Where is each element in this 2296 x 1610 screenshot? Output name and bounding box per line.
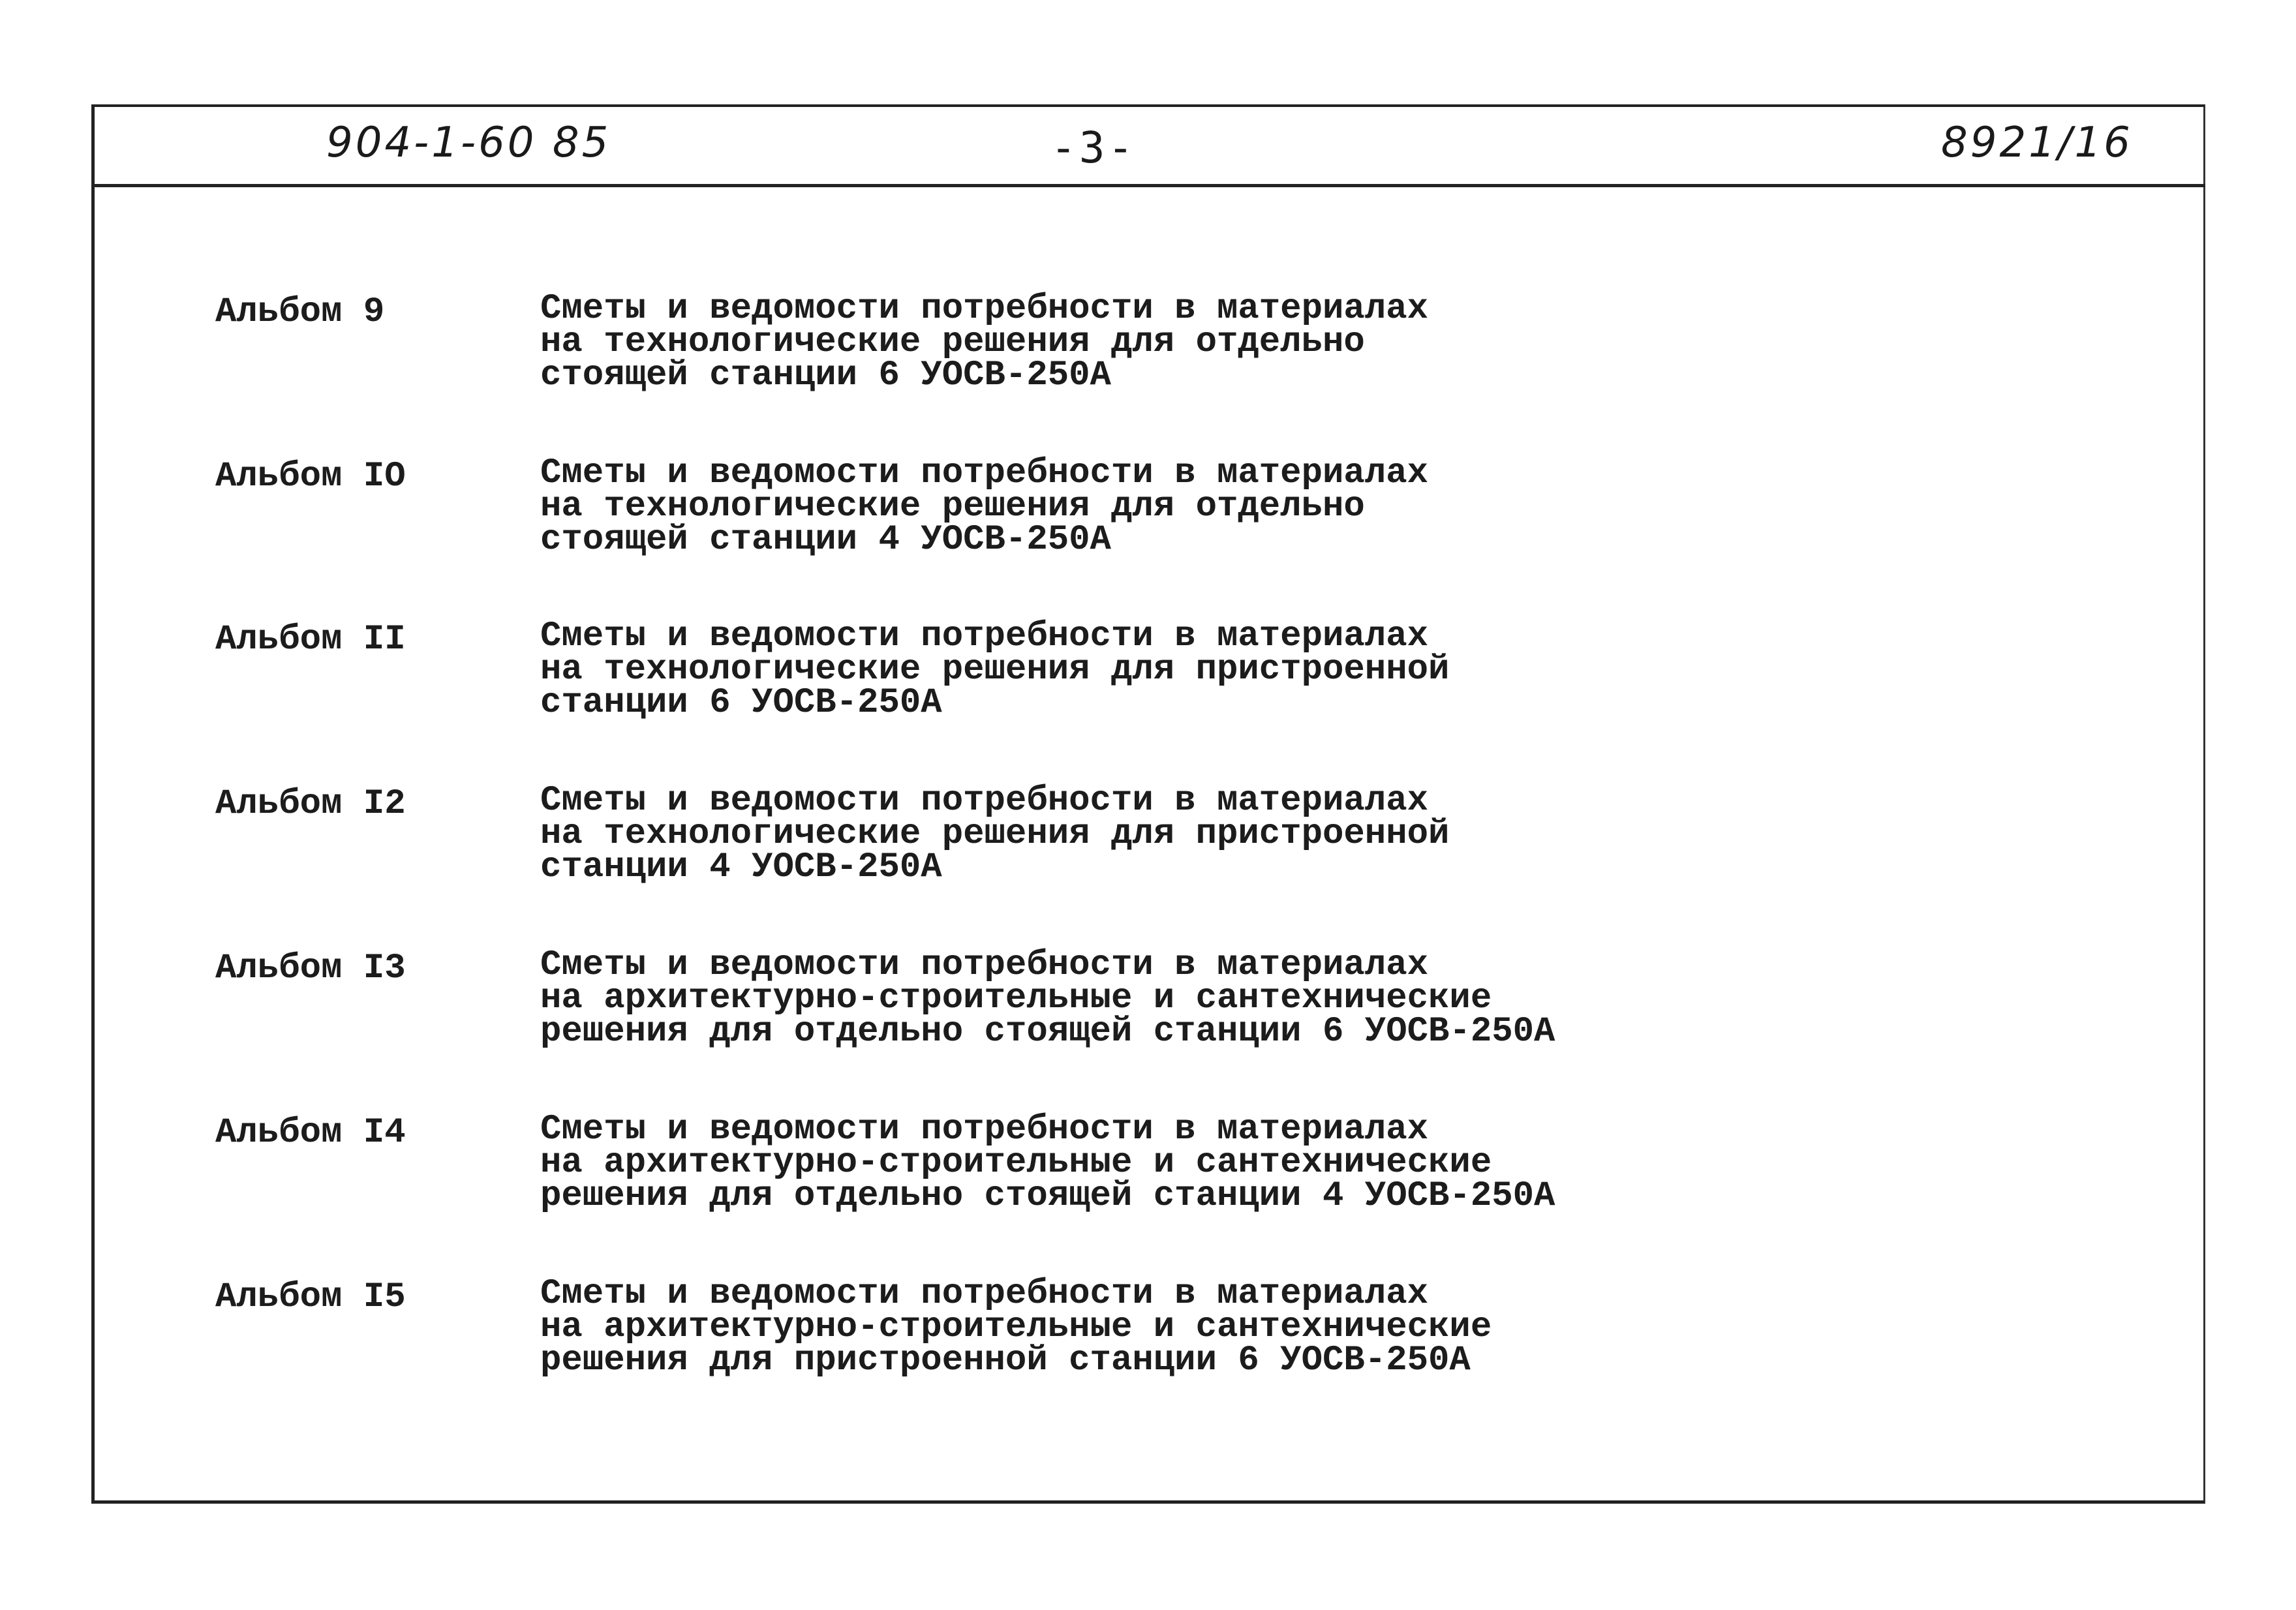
album-description-line: на архитектурно-строительные и сантехнические [540,1307,1492,1347]
album-description-line: Сметы и ведомости потребности в материалах [540,453,1429,493]
album-description-line: решения для отдельно стоящей станции 4 УОСВ-250А [540,1176,1555,1216]
album-description [540,781,1450,887]
document-code: 904-1-60 85 [326,119,611,167]
album-description-line: на технологические решения для отдельно [540,487,1365,526]
album-description-line: стоящей станции 4 УОСВ-250А [540,520,1111,560]
album-description-line: Сметы и ведомости потребности в материалах [540,289,1429,329]
album-description-line: Сметы и ведомости потребности в материалах [540,616,1429,656]
album-description-line: станции 4 УОСВ-250А [540,847,942,887]
page-number: -3- [1050,123,1137,173]
album-description-line: на архитектурно-строительные и сантехнические [540,979,1492,1018]
album-description [540,289,1429,395]
album-description-line: Сметы и ведомости потребности в материалах [540,1274,1429,1314]
album-description-line: на технологические решения для отдельно [540,322,1365,362]
album-label: Альбом I3 [215,949,406,988]
album-label: Альбом I4 [215,1113,406,1153]
album-description-line: решения для отдельно стоящей станции 6 УОСВ-250А [540,1012,1555,1052]
album-description [540,453,1429,560]
album-description-line: решения для пристроенной станции 6 УОСВ-250А [540,1341,1471,1380]
header-divider [95,184,2205,187]
album-description-line: Сметы и ведомости потребности в материалах [540,781,1429,821]
album-label: Альбом II [215,620,406,660]
album-description [540,616,1450,723]
album-label: Альбом IO [215,457,406,496]
album-description-line: на технологические решения для пристроенной [540,814,1450,854]
album-description-line: Сметы и ведомости потребности в материалах [540,1110,1429,1149]
album-description-line: стоящей станции 6 УОСВ-250А [540,356,1111,395]
album-description-line: Сметы и ведомости потребности в материалах [540,945,1429,985]
album-label: Альбом I5 [215,1277,406,1317]
album-description-line: станции 6 УОСВ-250А [540,683,942,723]
album-description [540,1110,1555,1216]
album-description-line: на технологические решения для пристроенной [540,650,1450,690]
album-description [540,1274,1492,1380]
album-label: Альбом 9 [215,292,385,332]
album-label: Альбом I2 [215,784,406,824]
sheet-number: 8921/16 [1941,119,2133,167]
album-description-line: на архитектурно-строительные и сантехнические [540,1143,1492,1183]
album-description [540,945,1555,1052]
